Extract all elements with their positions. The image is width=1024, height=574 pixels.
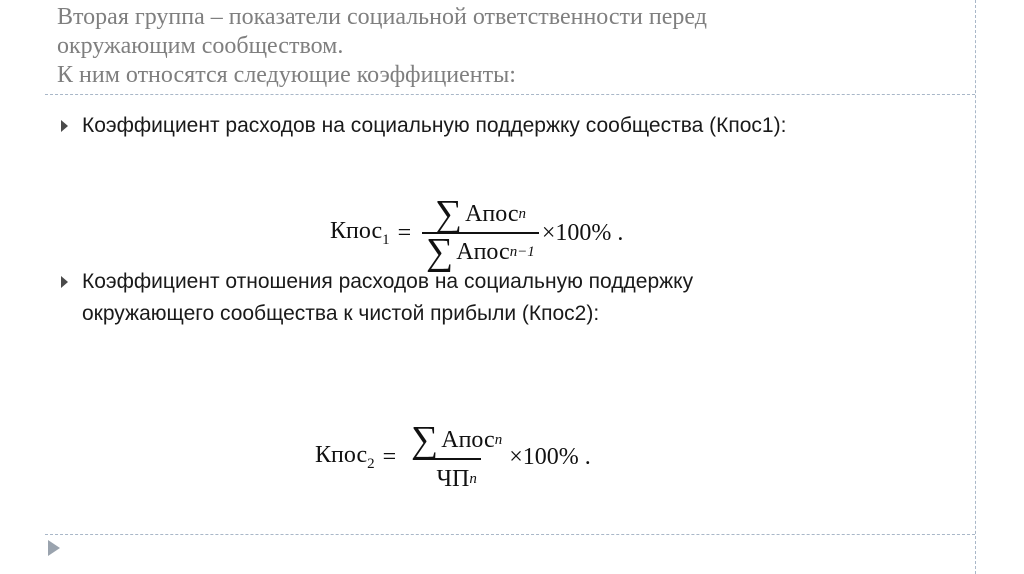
sigma-icon: ∑ — [426, 231, 454, 273]
footer-divider — [45, 534, 975, 535]
formula2-lhs: Кпос$_2$ — [315, 442, 375, 472]
formula2-period: . — [584, 444, 591, 470]
formula1-denominator: ∑ Апос n−1 — [422, 232, 539, 270]
title-line-2: окружающим сообществом. — [57, 33, 344, 59]
formula-kpos1 — [330, 193, 624, 273]
formula1-numerator: ∑ Апос n — [434, 193, 526, 235]
sigma-icon: ∑ — [434, 193, 463, 235]
formula1-lhs: Кпос$_1$ — [330, 217, 390, 248]
sigma-icon: ∑ — [411, 419, 439, 461]
formula2-fraction — [407, 419, 506, 493]
formula1-period: . — [617, 219, 624, 246]
title-line-3: К ним относятся следующие коэффициенты: — [57, 62, 516, 88]
slide-nav-arrow-icon[interactable] — [48, 540, 60, 556]
slide-title — [57, 3, 997, 90]
bullet-2-text: Коэффициент отношения расходов на социальную поддержку окружающего сообщества к чистой прибыли (Кпос2): — [82, 270, 694, 325]
triangle-right-icon — [61, 276, 68, 288]
formula1-equals: = — [397, 219, 412, 246]
formula2-denominator: ЧП n — [432, 458, 480, 493]
title-line-1: Вторая группа – показатели социальной ответственности перед — [57, 4, 707, 30]
formula1-fraction — [422, 193, 539, 273]
formula2-numerator: ∑ Апос n — [411, 419, 503, 461]
triangle-right-icon — [61, 120, 68, 132]
formula1-multiplier: ×100% — [541, 219, 612, 246]
title-divider — [45, 94, 975, 95]
formula-kpos2 — [315, 419, 591, 493]
bullet-1-text: Коэффициент расходов на социальную поддержку сообщества (Кпос1): — [82, 114, 787, 137]
formula2-equals: = — [382, 444, 397, 470]
formula2-multiplier: ×100% — [509, 444, 579, 470]
